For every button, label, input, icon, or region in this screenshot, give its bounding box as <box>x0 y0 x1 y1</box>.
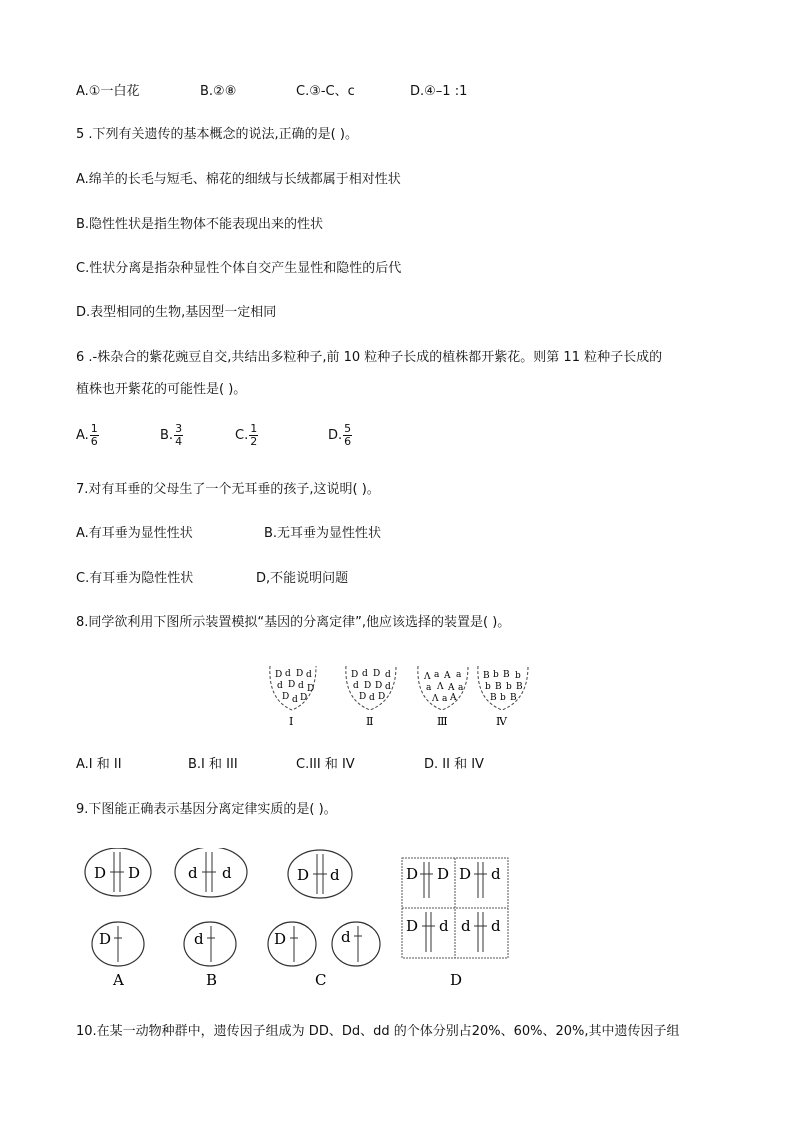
cup-1-letter: d <box>298 681 304 691</box>
cup-4-letter: b <box>515 671 521 681</box>
cup-2-letter: D <box>373 669 381 679</box>
allele-label: d <box>194 930 204 948</box>
q9-stem: 9.下图能正确表示基因分离定律实质的是( )。 <box>76 802 337 817</box>
cup-4 <box>478 666 528 728</box>
cup-2-letter: d <box>362 669 368 679</box>
cup-1-letter: D <box>307 684 315 694</box>
diagram-label-d: D <box>450 971 463 989</box>
allele-label: d <box>491 865 501 883</box>
q5-option-c: C.性状分离是指杂种显性个体自交产生显性和隐性的后代 <box>76 261 402 276</box>
cup-1-letter: d <box>306 670 312 680</box>
allele-label: D <box>406 865 419 883</box>
cup-3-letter: a <box>434 670 440 680</box>
cup-2-label: Ⅱ <box>366 715 374 728</box>
cup-3-letter: Λ <box>432 694 439 704</box>
cup-2-letter: d <box>385 670 391 680</box>
cup-3-letter: a <box>456 670 462 680</box>
allele-label: D <box>437 865 450 883</box>
q7-option-c: C.有耳垂为隐性性状 <box>76 571 194 586</box>
cup-2-letter: d <box>369 693 375 703</box>
cup-3-label: Ⅲ <box>437 715 448 728</box>
cup-2-letter: D <box>359 692 367 702</box>
diagram-a <box>85 848 151 989</box>
q8-option-a: A.I 和 II <box>76 757 122 772</box>
diagram-label-b: B <box>206 971 218 989</box>
q4-option-d: D.④–1 :1 <box>410 84 468 99</box>
cup-4-letter: B <box>503 670 510 680</box>
q8-figure <box>262 660 532 730</box>
cup-2-letter: d <box>353 681 359 691</box>
allele-label: D <box>406 917 419 935</box>
cup-3-letter: A <box>444 671 451 681</box>
cup-1-letter: D <box>282 692 290 702</box>
cup-1-letter: D <box>275 670 283 680</box>
cup-1-letter: d <box>292 695 298 705</box>
diagram-b <box>175 848 247 989</box>
cup-3-letter: Λ <box>437 682 444 692</box>
cup-3-letter: a <box>458 683 464 693</box>
cup-3-letter: A <box>450 693 457 703</box>
allele-label: d <box>491 917 501 935</box>
cup-3 <box>418 666 468 728</box>
q5-option-b: B.隐性性状是指生物体不能表现出来的性状 <box>76 217 324 232</box>
q6-stem-line1: 6 .-株杂合的紫花豌豆自交,共结出多粒种子,前 10 粒种子长成的植株都开紫花。则第 11 粒种子长成的 <box>76 350 663 365</box>
cup-3-letter: a <box>426 683 432 693</box>
q10-stem: 10.在某一动物种群中，遗传因子组成为 DD、Dd、dd 的个体分别占20%、60%、20%,其中遗传因子组 <box>76 1024 680 1039</box>
cup-1-letter: d <box>277 681 283 691</box>
allele-label: d <box>341 928 351 946</box>
q6-option-d: D. $\frac{5}{6}$ <box>328 422 352 448</box>
diagram-label-a: A <box>113 971 124 989</box>
cup-2-letter: D <box>351 670 359 680</box>
q5-option-d: D.表型相同的生物,基因型一定相同 <box>76 305 277 320</box>
cup-4-label: Ⅳ <box>496 715 507 728</box>
q4-option-b: B.②⑧ <box>200 84 237 99</box>
q7-option-b: B.无耳垂为显性性状 <box>264 526 382 541</box>
q7-stem: 7.对有耳垂的父母生了一个无耳垂的孩子,这说明( )。 <box>76 482 380 497</box>
cup-4-letter: B <box>510 693 517 703</box>
q8-option-c: C.III 和 IV <box>296 757 355 772</box>
cup-2 <box>346 666 396 728</box>
cup-1-letter: D <box>288 680 296 690</box>
cup-4-letter: B <box>483 671 490 681</box>
q8-option-b: B.I 和 III <box>188 757 238 772</box>
cup-4-letter: B <box>490 693 497 703</box>
cup-1-letter: D <box>300 693 308 703</box>
q6-option-c: C. $\frac{1}{2}$ <box>235 422 258 448</box>
q8-option-d: D. II 和 IV <box>424 757 484 772</box>
q7-option-d: D,不能说明问题 <box>256 571 349 586</box>
q8-stem: 8.同学欲利用下图所示装置模拟“基因的分离定律”,他应该选择的装置是( )。 <box>76 615 511 630</box>
cup-3-letter: A <box>448 683 455 693</box>
q4-option-c: C.③-C、c <box>296 84 355 99</box>
cup-4-letter: B <box>516 682 523 692</box>
diagram-c <box>268 850 380 989</box>
cup-1-label: Ⅰ <box>289 715 294 728</box>
allele-label: d <box>188 864 198 882</box>
q6-stem-line2: 植株也开紫花的可能性是( )。 <box>76 382 247 397</box>
cup-2-letter: D <box>375 681 383 691</box>
cup-4-letter: b <box>500 693 506 703</box>
q9-figure <box>78 848 518 993</box>
cup-4-letter: b <box>493 670 499 680</box>
diagram-label-c: C <box>315 971 327 989</box>
allele-label: d <box>461 917 471 935</box>
allele-label: d <box>330 866 340 884</box>
allele-label: D <box>94 864 107 882</box>
cup-1-letter: d <box>285 669 291 679</box>
q6-option-a: A. $\frac{1}{6}$ <box>76 422 98 448</box>
cup-4-letter: b <box>485 682 491 692</box>
cup-2-letter: d <box>385 682 391 692</box>
q7-option-a: A.有耳垂为显性性状 <box>76 526 193 541</box>
q5-option-a: A.绵羊的长毛与短毛、棉花的细绒与长绒都属于相对性状 <box>76 172 401 187</box>
allele-label: d <box>439 917 449 935</box>
allele-label: D <box>459 865 472 883</box>
allele-label: D <box>274 930 287 948</box>
cup-1 <box>270 666 316 728</box>
q6-option-b: B. $\frac{3}{4}$ <box>160 422 183 448</box>
allele-label: D <box>99 930 112 948</box>
allele-label: d <box>222 864 232 882</box>
cup-2-letter: D <box>364 681 372 691</box>
cup-4-letter: B <box>495 682 502 692</box>
cup-4-letter: b <box>506 682 512 692</box>
q4-option-a: A.①一白花 <box>76 84 140 99</box>
cup-2-letter: D <box>378 692 386 702</box>
allele-label: D <box>297 866 310 884</box>
cup-3-letter: a <box>442 694 448 704</box>
allele-label: D <box>128 864 141 882</box>
cup-3-letter: Λ <box>424 672 431 682</box>
diagram-d <box>402 858 508 989</box>
cup-1-letter: D <box>296 669 304 679</box>
q5-stem: 5 .下列有关遗传的基本概念的说法,正确的是( )。 <box>76 127 358 142</box>
